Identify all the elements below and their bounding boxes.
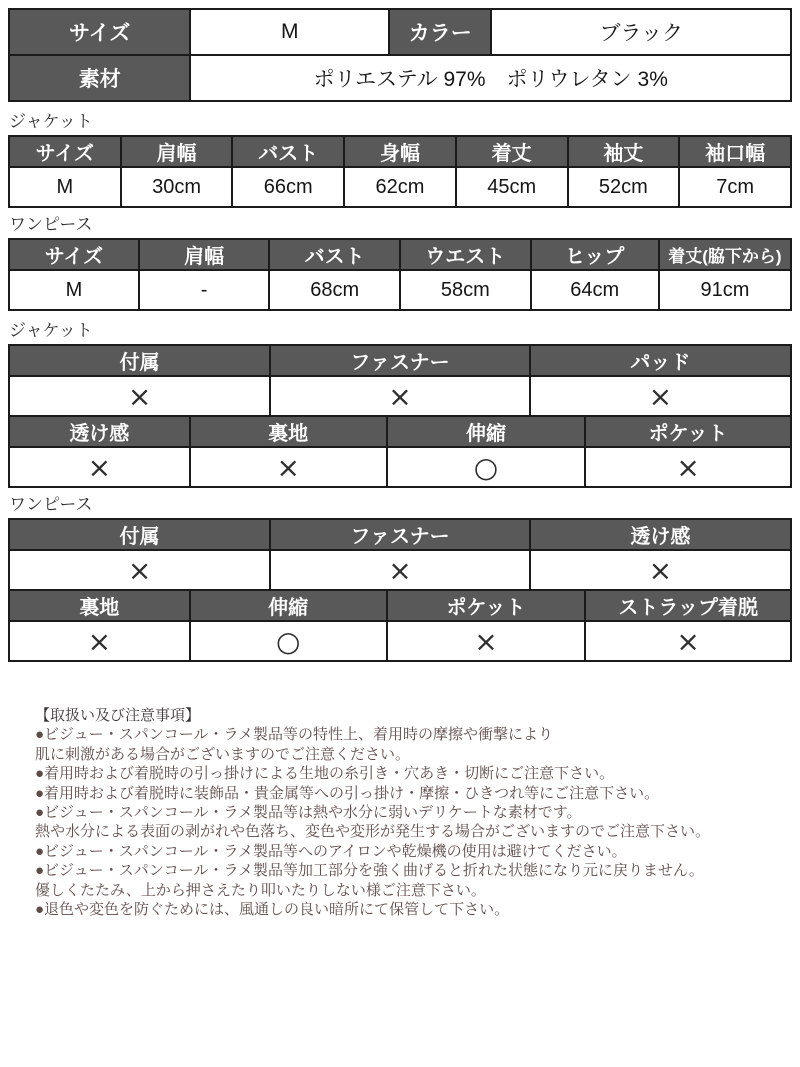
value-cell: × [270, 376, 530, 416]
header-cell: ストラップ着脱 [585, 590, 791, 621]
table-value-row [9, 270, 791, 310]
value-cell: ○ [190, 621, 387, 661]
value-cell: ○ [387, 447, 586, 487]
table-header-row [9, 416, 791, 447]
value-cell: 7cm [679, 167, 791, 207]
material-header-cell: 素材 [9, 55, 190, 101]
handling-note-line: ●ビジュー・スパンコール・ラメ製品等加工部分を強く曲げると折れた状態になり元に戻りません。 [35, 862, 704, 880]
value-cell: 30cm [121, 167, 233, 207]
header-cell: パッド [530, 345, 791, 376]
header-cell: 付属 [9, 345, 270, 376]
header-cell: 透け感 [530, 519, 791, 550]
handling-note-line: ●退色や変色を防ぐためには、風通しの良い暗所にて保管して下さい。 [35, 901, 510, 919]
color-header-cell: カラー [389, 9, 491, 55]
jacket-features-table-top [8, 344, 792, 417]
value-cell: - [139, 270, 270, 310]
header-cell: 伸縮 [387, 416, 586, 447]
value-cell: × [530, 550, 791, 590]
handling-note-line: ●ビジュー・スパンコール・ラメ製品等は熱や水分に弱いデリケートな素材です。 [35, 804, 582, 822]
table-header-row [9, 590, 791, 621]
section-label-jacket-features: ジャケット [9, 321, 93, 340]
table-value-row [9, 447, 791, 487]
value-cell: × [9, 376, 270, 416]
header-cell: ウエスト [400, 239, 531, 270]
value-cell: M [9, 167, 121, 207]
header-cell: ヒップ [531, 239, 659, 270]
header-cell: 袖丈 [568, 136, 680, 167]
handling-note-line: ●ビジュー・スパンコール・ラメ製品等の特性上、着用時の摩擦や衝撃により [35, 726, 554, 744]
onepiece-features-table-bottom [8, 589, 792, 662]
value-cell: × [530, 376, 791, 416]
header-cell: バスト [232, 136, 344, 167]
header-cell: 着丈 [456, 136, 568, 167]
value-cell: 91cm [659, 270, 791, 310]
header-cell: ファスナー [270, 519, 530, 550]
table-row [9, 55, 791, 101]
table-value-row [9, 376, 791, 416]
handling-notes-heading: 【取扱い及び注意事項】 [35, 707, 201, 724]
table-header-row [9, 239, 791, 270]
handling-note-line: ●着用時および着脱時に装飾品・貴金属等への引っ掛け・摩擦・ひきつれ等にご注意下さい。 [35, 784, 660, 802]
material-value-cell: ポリエステル 97% ポリウレタン 3% [190, 55, 791, 101]
value-cell: 45cm [456, 167, 568, 207]
product-spec-table [8, 8, 792, 102]
table-value-row [9, 167, 791, 207]
table-value-row [9, 550, 791, 590]
value-cell: × [585, 447, 791, 487]
value-cell: × [190, 447, 387, 487]
value-cell: × [9, 447, 190, 487]
handling-note-line: 熱や水分による表面の剥がれや色落ち、変色や変形が発生する場合がございますのでご注意下さい。 [35, 823, 711, 841]
size-value-cell: M [190, 9, 389, 55]
value-cell: × [9, 621, 190, 661]
header-cell: サイズ [9, 239, 139, 270]
value-cell: × [585, 621, 791, 661]
onepiece-features-table-top [8, 518, 792, 591]
header-cell: 身幅 [344, 136, 456, 167]
value-cell: × [387, 621, 586, 661]
header-cell: バスト [269, 239, 400, 270]
onepiece-size-table [8, 238, 792, 311]
header-cell: 裏地 [9, 590, 190, 621]
header-cell: 伸縮 [190, 590, 387, 621]
header-cell: 透け感 [9, 416, 190, 447]
color-value-cell: ブラック [491, 9, 791, 55]
value-cell: 66cm [232, 167, 344, 207]
table-value-row [9, 621, 791, 661]
table-header-row [9, 136, 791, 167]
value-cell: 64cm [531, 270, 659, 310]
section-label-onepiece-features: ワンピース [9, 495, 93, 514]
table-row [9, 9, 791, 55]
header-cell: ファスナー [270, 345, 530, 376]
jacket-size-table [8, 135, 792, 208]
handling-note-line: 優しくたたみ、上から押さえたり叩いたりしない様ご注意下さい。 [35, 881, 486, 899]
handling-notes [35, 706, 770, 919]
header-cell: 袖口幅 [679, 136, 791, 167]
header-cell: ポケット [387, 590, 586, 621]
handling-note-line: 肌に刺激がある場合がございますのでご注意ください。 [35, 745, 411, 763]
size-header-cell: サイズ [9, 9, 190, 55]
section-label-onepiece-size: ワンピース [9, 215, 93, 234]
table-header-row [9, 519, 791, 550]
value-cell: 52cm [568, 167, 680, 207]
value-cell: × [9, 550, 270, 590]
header-cell: 肩幅 [121, 136, 233, 167]
value-cell: 62cm [344, 167, 456, 207]
header-cell: 肩幅 [139, 239, 270, 270]
header-cell: 裏地 [190, 416, 387, 447]
header-cell: 付属 [9, 519, 270, 550]
jacket-features-table-bottom [8, 415, 792, 488]
handling-note-line: ●着用時および着脱時の引っ掛けによる生地の糸引き・穴あき・切断にご注意下さい。 [35, 765, 615, 783]
value-cell: 68cm [269, 270, 400, 310]
value-cell: M [9, 270, 139, 310]
value-cell: 58cm [400, 270, 531, 310]
header-cell: ポケット [585, 416, 791, 447]
value-cell: × [270, 550, 530, 590]
handling-note-line: ●ビジュー・スパンコール・ラメ製品等へのアイロンや乾燥機の使用は避けてください。 [35, 842, 627, 860]
header-cell: 着丈(脇下から) [659, 239, 791, 270]
section-label-jacket-size: ジャケット [9, 112, 93, 131]
table-header-row [9, 345, 791, 376]
header-cell: サイズ [9, 136, 121, 167]
